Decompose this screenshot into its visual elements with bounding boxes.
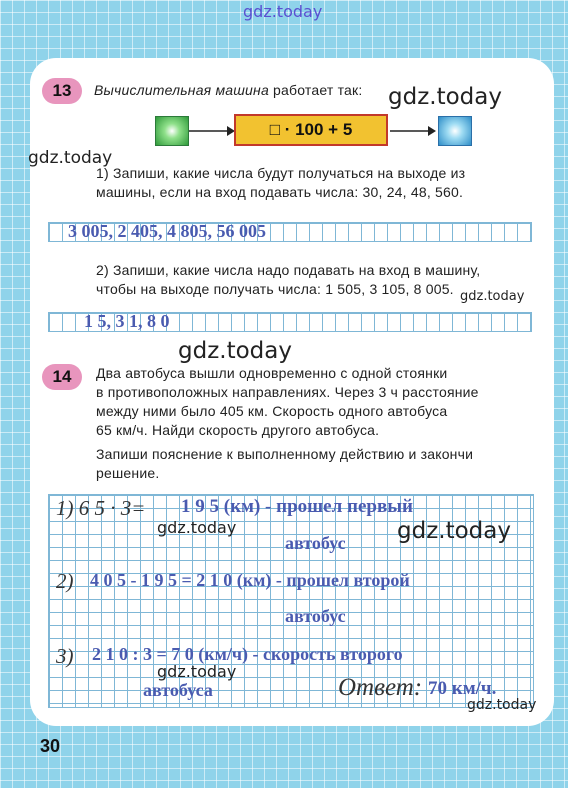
task-13-q1-line1: 1) Запиши, какие числа будут получаться на выходе из: [96, 165, 466, 181]
step-3-continuation: автобуса: [143, 680, 213, 700]
task-14-line-3: между ними было 405 км. Скорость одного автобуса: [96, 403, 448, 419]
task-14-instruction-2: решение.: [96, 465, 160, 481]
watermark-top: gdz.today: [243, 2, 323, 21]
watermark: gdz.today: [28, 148, 113, 168]
arrow-right-icon: [390, 122, 436, 140]
task-14-badge: 14: [42, 364, 82, 390]
machine-output-square: [438, 116, 472, 146]
task-13-intro-italic: Вычислительная машина: [94, 82, 269, 98]
machine-input-square: [155, 116, 189, 146]
step-1-text: 1 9 5 (км) - прошел первый: [181, 496, 414, 517]
task-14-instruction-1: Запиши пояснение к выполненному действию и закончи: [96, 446, 474, 462]
step-3-text: 2 1 0 : 3 = 7 0 (км/ч) - скорость второго: [92, 644, 403, 664]
answer-2: 1 5, 3 1, 8 0: [84, 311, 170, 331]
step-2-continuation: автобус: [285, 606, 346, 626]
answer-value: 70 км/ч.: [428, 678, 497, 699]
watermark: gdz.today: [467, 697, 537, 713]
step-2-prefix: 2): [56, 569, 74, 593]
watermark: gdz.today: [157, 662, 237, 681]
watermark: gdz.today: [397, 518, 511, 544]
task-14-line-2: в противоположных направлениях. Через 3 ч расстояние: [96, 384, 479, 400]
task-13-intro-rest: работает так:: [273, 82, 363, 98]
task-14-line-1: Два автобуса вышли одновременно с одной стоянки: [96, 365, 448, 381]
machine-box: [234, 114, 388, 146]
step-3-prefix: 3): [56, 644, 74, 668]
step-2-text: 4 0 5 - 1 9 5 = 2 1 0 (км) - прошел второй: [90, 570, 410, 590]
task-13-q1-line2: машины, если на вход подавать числа: 30, 24, 48, 560.: [96, 184, 464, 200]
watermark: gdz.today: [388, 84, 502, 110]
answer-1: 3 005, 2 405, 4 805, 56 005: [68, 221, 266, 241]
watermark: gdz.today: [157, 518, 237, 537]
task-13-badge: 13: [42, 78, 82, 104]
watermark: gdz.today: [460, 289, 525, 304]
task-13-q2-line1: 2) Запиши, какие числа надо подавать на вход в машину,: [96, 262, 481, 278]
task-13-intro: [94, 81, 362, 100]
answer-label: Ответ:: [338, 674, 423, 701]
step-1-prefix: 1) 6 5 · 3=: [56, 496, 146, 520]
watermark: gdz.today: [178, 338, 292, 364]
task-14-line-4: 65 км/ч. Найди скорость другого автобуса.: [96, 422, 380, 438]
page-number: 30: [40, 736, 61, 756]
machine-formula: □ · 100 + 5: [269, 120, 353, 139]
task-13-q2-line2: чтобы на выходе получать числа: 1 505, 3 105, 8 005.: [96, 281, 454, 297]
step-1-continuation: автобус: [285, 533, 346, 553]
arrow-right-icon: [189, 122, 235, 140]
